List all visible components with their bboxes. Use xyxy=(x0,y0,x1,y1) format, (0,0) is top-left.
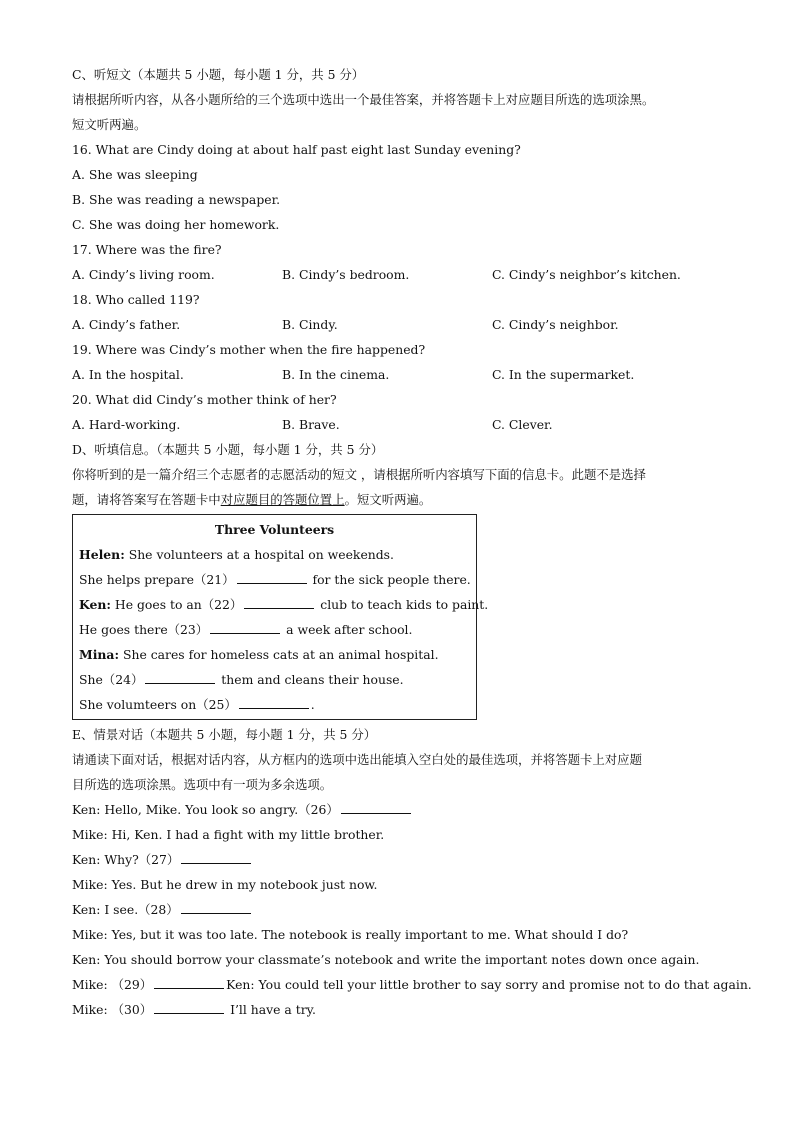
dialogue-line: Ken: You should borrow your classmate’s notebook and write the important notes down once again. xyxy=(72,952,700,967)
dialogue-line: Mike: Yes. But he drew in my notebook just now. xyxy=(72,877,378,892)
question-16-option-a: A. She was sleeping xyxy=(72,167,198,182)
question-16: 16. What are Cindy doing at about half past eight last Sunday evening? xyxy=(72,142,521,157)
question-20: 20. What did Cindy’s mother think of her? xyxy=(72,392,337,407)
card-line-25: She volumteers on（25） . xyxy=(79,692,476,717)
answer-blank-26[interactable] xyxy=(341,798,411,814)
question-18-option-a: A. Cindy’s father. xyxy=(72,317,181,332)
card-line-21: She helps prepare（21） for the sick people there. xyxy=(79,567,476,592)
section-c-instruction: 请根据所听内容，从各小题所给的三个选项中选出一个最佳答案，并将答题卡上对应题目所选的选项涂黑。 xyxy=(72,92,655,107)
card-line-22: Ken: He goes to an（22） club to teach kids to paint. xyxy=(79,592,476,617)
section-d-instruction-2: 题，请将答案写在答题卡中对应题目的答题位置上。短文听两遍。 xyxy=(72,492,432,507)
section-c-instruction-2: 短文听两遍。 xyxy=(72,117,147,132)
dialogue-line-26: Ken: Hello, Mike. You look so angry.（26） xyxy=(72,797,742,822)
section-e-instruction: 请通读下面对话，根据对话内容，从方框内的选项中选出能填入空白处的最佳选项，并将答题卡上对应题 xyxy=(72,752,642,767)
question-18: 18. Who called 119? xyxy=(72,292,200,307)
answer-blank-24[interactable] xyxy=(145,668,215,684)
volunteer-info-card xyxy=(72,514,489,720)
section-e-heading: E、情景对话（本题共 5 小题，每小题 1 分，共 5 分） xyxy=(72,727,377,742)
answer-blank-21[interactable] xyxy=(237,568,307,584)
dialogue-line: Mike: Yes, but it was too late. The notebook is really important to me. What should I do? xyxy=(72,927,629,942)
question-17-option-b: B. Cindy’s bedroom. xyxy=(282,267,410,282)
question-20-option-c: C. Clever. xyxy=(492,417,553,432)
question-16-option-c: C. She was doing her homework. xyxy=(72,217,280,232)
question-17-options xyxy=(72,262,742,287)
answer-blank-30[interactable] xyxy=(154,998,224,1014)
helen-label: Helen: xyxy=(79,547,125,562)
underlined-text: 对应题目的答题位置上 xyxy=(220,492,345,507)
question-18-option-c: C. Cindy’s neighbor. xyxy=(492,317,619,332)
card-line-23: He goes there（23） a week after school. xyxy=(79,617,476,642)
ken-label: Ken: xyxy=(79,597,111,612)
question-18-option-b: B. Cindy. xyxy=(282,317,338,332)
question-19-option-a: A. In the hospital. xyxy=(72,367,184,382)
question-20-option-b: B. Brave. xyxy=(282,417,340,432)
question-20-option-a: A. Hard-working. xyxy=(72,417,181,432)
answer-blank-28[interactable] xyxy=(181,898,251,914)
question-18-options xyxy=(72,312,742,337)
question-19-option-c: C. In the supermarket. xyxy=(492,367,635,382)
card-line-helen: Helen: She volunteers at a hospital on weekends. xyxy=(79,547,394,562)
section-c-heading: C、听短文（本题共 5 小题，每小题 1 分，共 5 分） xyxy=(72,67,365,82)
answer-blank-23[interactable] xyxy=(210,618,280,634)
section-e-instruction-2: 目所选的选项涂黑。选项中有一项为多余选项。 xyxy=(72,777,333,792)
mina-label: Mina: xyxy=(79,647,120,662)
question-20-options xyxy=(72,412,742,437)
question-19-options xyxy=(72,362,742,387)
question-17: 17. Where was the fire? xyxy=(72,242,222,257)
dialogue-line-30: Mike: （30） I’ll have a try. xyxy=(72,997,742,1022)
answer-blank-29[interactable] xyxy=(154,973,224,989)
question-19-option-b: B. In the cinema. xyxy=(282,367,390,382)
question-17-option-c: C. Cindy’s neighbor’s kitchen. xyxy=(492,267,681,282)
dialogue-line-27: Ken: Why?（27） xyxy=(72,847,742,872)
card-line-mina: Mina: She cares for homeless cats at an animal hospital. xyxy=(79,647,439,662)
dialogue-line-29: Mike: （29） Ken: You could tell your little brother to say sorry and promise not to do that again. xyxy=(72,972,742,997)
answer-blank-22[interactable] xyxy=(244,593,314,609)
card-line-24: She（24） them and cleans their house. xyxy=(79,667,476,692)
section-d-instruction: 你将听到的是一篇介绍三个志愿者的志愿活动的短文 ，请根据所听内容填写下面的信息卡。此题不是选择 xyxy=(72,467,646,482)
card-title: Three Volunteers xyxy=(214,522,335,537)
answer-blank-25[interactable] xyxy=(239,693,309,709)
question-17-option-a: A. Cindy’s living room. xyxy=(72,267,215,282)
question-19: 19. Where was Cindy’s mother when the fire happened? xyxy=(72,342,426,357)
dialogue-line-28: Ken: I see.（28） xyxy=(72,897,742,922)
answer-blank-27[interactable] xyxy=(181,848,251,864)
exam-page xyxy=(72,62,752,1022)
dialogue-line: Mike: Hi, Ken. I had a fight with my little brother. xyxy=(72,827,385,842)
section-d-heading: D、听填信息。（本题共 5 小题，每小题 1 分，共 5 分） xyxy=(72,442,384,457)
question-16-option-b: B. She was reading a newspaper. xyxy=(72,192,281,207)
